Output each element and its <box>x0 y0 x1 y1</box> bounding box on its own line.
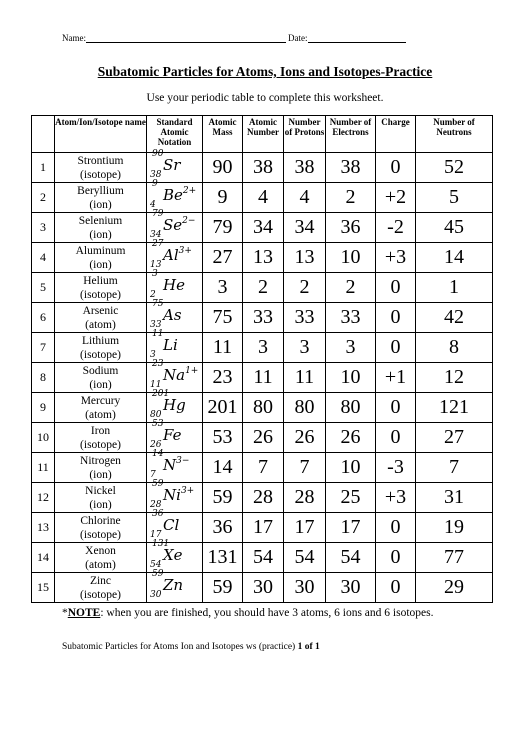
notation-symbol-group <box>163 456 189 474</box>
notation-charge: 2+ <box>182 186 197 196</box>
notation-cell <box>147 479 203 513</box>
atomic-mass-cell: 75 <box>203 303 243 333</box>
notation-symbol: N <box>163 456 177 474</box>
atomic-notation <box>147 299 202 332</box>
neutrons-cell: 1 <box>416 273 493 303</box>
col-header-protons: Number of Protons <box>284 116 326 153</box>
notation-atomic-number: 33 <box>150 320 162 330</box>
particle-name: Selenium <box>78 214 123 227</box>
particle-type: (atom) <box>85 558 116 571</box>
charge-cell: -2 <box>376 213 416 243</box>
notation-cell <box>147 209 203 243</box>
notation-symbol-group <box>163 396 186 414</box>
particle-name-cell <box>55 423 147 453</box>
particle-name: Nickel <box>85 484 116 497</box>
particle-name-cell <box>55 543 147 573</box>
notation-symbol: Ni <box>163 486 181 504</box>
atomic-number-cell: 33 <box>243 303 284 333</box>
electrons-cell: 26 <box>326 423 376 453</box>
row-index: 5 <box>32 273 55 303</box>
notation-cell <box>147 569 203 603</box>
protons-cell: 34 <box>284 213 326 243</box>
table-row <box>32 423 493 453</box>
name-field[interactable] <box>86 33 286 43</box>
notation-cell <box>147 149 203 183</box>
atomic-number-cell: 26 <box>243 423 284 453</box>
notation-symbol: Fe <box>163 426 182 444</box>
notation-symbol-group <box>163 276 185 294</box>
particle-name: Beryllium <box>77 184 124 197</box>
col-header-index <box>32 116 55 153</box>
col-header-mass: Atomic Mass <box>203 116 243 153</box>
col-header-name: Atom/Ion/Isotope name <box>55 116 147 153</box>
atomic-number-cell: 38 <box>243 153 284 183</box>
notation-cell <box>147 509 203 543</box>
notation-mass-number: 131 <box>152 539 170 549</box>
notation-symbol: Zn <box>163 576 184 594</box>
row-index: 9 <box>32 393 55 423</box>
notation-symbol-group <box>163 516 179 534</box>
notation-symbol: Cl <box>163 516 180 534</box>
atomic-mass-cell: 79 <box>203 213 243 243</box>
notation-cell <box>147 389 203 423</box>
electrons-cell: 25 <box>326 483 376 513</box>
notation-atomic-number: 54 <box>150 560 162 570</box>
atomic-number-cell: 11 <box>243 363 284 393</box>
particle-name-cell <box>55 303 147 333</box>
name-date-line <box>62 33 406 43</box>
charge-cell: 0 <box>376 303 416 333</box>
neutrons-cell: 77 <box>416 543 493 573</box>
notation-mass-number: 23 <box>152 359 164 369</box>
particle-name-cell <box>55 573 147 603</box>
notation-symbol-group <box>163 336 178 354</box>
protons-cell: 2 <box>284 273 326 303</box>
particle-type: (isotope) <box>80 288 121 301</box>
particle-name-cell <box>55 153 147 183</box>
charge-cell: 0 <box>376 333 416 363</box>
charge-cell: -3 <box>376 453 416 483</box>
notation-atomic-number: 13 <box>150 260 162 270</box>
row-index: 15 <box>32 573 55 603</box>
notation-cell <box>147 239 203 273</box>
particle-type: (isotope) <box>80 528 121 541</box>
charge-cell: +2 <box>376 183 416 213</box>
electrons-cell: 3 <box>326 333 376 363</box>
particle-type: (ion) <box>89 378 112 391</box>
notation-symbol-group <box>163 186 196 204</box>
electrons-cell: 17 <box>326 513 376 543</box>
atomic-notation <box>147 269 202 302</box>
row-index: 12 <box>32 483 55 513</box>
atomic-mass-cell: 14 <box>203 453 243 483</box>
neutrons-cell: 19 <box>416 513 493 543</box>
charge-cell: 0 <box>376 393 416 423</box>
particle-name: Iron <box>90 424 111 437</box>
table-row <box>32 333 493 363</box>
protons-cell: 4 <box>284 183 326 213</box>
table-row <box>32 213 493 243</box>
row-index: 10 <box>32 423 55 453</box>
note-text: : when you are finished, you should have 3 atoms, 6 ions and 6 isotopes. <box>100 607 434 619</box>
col-header-atomic-number: Atomic Number <box>243 116 284 153</box>
atomic-mass-cell: 53 <box>203 423 243 453</box>
particle-name-cell <box>55 333 147 363</box>
notation-atomic-number: 3 <box>150 350 156 360</box>
notation-mass-number: 11 <box>152 329 164 339</box>
charge-cell: 0 <box>376 573 416 603</box>
particle-name-cell <box>55 183 147 213</box>
neutrons-cell: 8 <box>416 333 493 363</box>
atomic-notation <box>147 479 202 512</box>
neutrons-cell: 5 <box>416 183 493 213</box>
notation-symbol: Se <box>163 216 183 234</box>
atomic-mass-cell: 59 <box>203 483 243 513</box>
atomic-mass-cell: 11 <box>203 333 243 363</box>
table-row <box>32 183 493 213</box>
notation-atomic-number: 17 <box>150 530 162 540</box>
row-index: 2 <box>32 183 55 213</box>
note <box>62 607 433 619</box>
electrons-cell: 10 <box>326 243 376 273</box>
notation-atomic-number: 2 <box>150 290 156 300</box>
notation-atomic-number: 28 <box>150 500 162 510</box>
name-label: Name: <box>62 33 86 43</box>
particle-type: (atom) <box>85 318 116 331</box>
notation-atomic-number: 34 <box>150 230 162 240</box>
table-row <box>32 483 493 513</box>
atomic-number-cell: 17 <box>243 513 284 543</box>
electrons-cell: 2 <box>326 183 376 213</box>
table-row <box>32 543 493 573</box>
particle-type: (ion) <box>89 228 112 241</box>
atomic-number-cell: 2 <box>243 273 284 303</box>
notation-mass-number: 36 <box>152 509 164 519</box>
row-index: 8 <box>32 363 55 393</box>
notation-charge: 3+ <box>178 246 192 256</box>
atomic-notation <box>147 359 202 392</box>
protons-cell: 17 <box>284 513 326 543</box>
neutrons-cell: 31 <box>416 483 493 513</box>
notation-cell <box>147 179 203 213</box>
charge-cell: 0 <box>376 543 416 573</box>
atomic-notation <box>147 509 202 542</box>
notation-symbol: Al <box>163 246 179 264</box>
footer-page: 1 of 1 <box>297 642 320 652</box>
atomic-mass-cell: 9 <box>203 183 243 213</box>
notation-symbol: Na <box>163 366 186 384</box>
notation-atomic-number: 26 <box>150 440 162 450</box>
particle-type: (ion) <box>89 258 112 271</box>
footer <box>62 642 320 652</box>
header-row <box>32 116 493 153</box>
col-header-neutrons: Number of Neutrons <box>416 116 493 153</box>
date-label: Date: <box>288 33 308 43</box>
particle-name: Aluminum <box>75 244 126 257</box>
atomic-mass-cell: 36 <box>203 513 243 543</box>
notation-symbol: Xe <box>163 546 183 564</box>
atomic-number-cell: 30 <box>243 573 284 603</box>
atomic-mass-cell: 90 <box>203 153 243 183</box>
particle-name: Lithium <box>81 334 120 347</box>
notation-symbol: Li <box>163 336 178 354</box>
row-index: 13 <box>32 513 55 543</box>
notation-mass-number: 14 <box>152 449 164 459</box>
table-row <box>32 393 493 423</box>
atomic-mass-cell: 201 <box>203 393 243 423</box>
row-index: 7 <box>32 333 55 363</box>
particle-name-cell <box>55 513 147 543</box>
notation-symbol-group <box>163 216 195 234</box>
electrons-cell: 54 <box>326 543 376 573</box>
notation-symbol: Sr <box>163 156 181 174</box>
table-row <box>32 273 493 303</box>
atomic-number-cell: 4 <box>243 183 284 213</box>
particle-name-cell <box>55 483 147 513</box>
atomic-number-cell: 34 <box>243 213 284 243</box>
notation-symbol-group <box>163 546 183 564</box>
atomic-mass-cell: 27 <box>203 243 243 273</box>
table-row <box>32 153 493 183</box>
neutrons-cell: 52 <box>416 153 493 183</box>
atomic-notation <box>147 149 202 182</box>
notation-cell <box>147 329 203 363</box>
electrons-cell: 38 <box>326 153 376 183</box>
notation-charge: 3+ <box>180 486 195 496</box>
protons-cell: 30 <box>284 573 326 603</box>
row-index: 11 <box>32 453 55 483</box>
particle-type: (atom) <box>85 408 116 421</box>
particle-name: Helium <box>83 274 118 287</box>
particle-type: (ion) <box>89 198 112 211</box>
particle-name: Strontium <box>77 154 124 167</box>
particle-name-cell <box>55 243 147 273</box>
electrons-cell: 36 <box>326 213 376 243</box>
particle-name: Xenon <box>85 544 116 557</box>
table-row <box>32 453 493 483</box>
page-title: Subatomic Particles for Atoms, Ions and Isotopes-Practice <box>97 64 433 79</box>
table-row <box>32 513 493 543</box>
particle-name-cell <box>55 213 147 243</box>
charge-cell: 0 <box>376 423 416 453</box>
protons-cell: 26 <box>284 423 326 453</box>
notation-mass-number: 59 <box>152 569 164 579</box>
atomic-mass-cell: 23 <box>203 363 243 393</box>
notation-cell <box>147 359 203 393</box>
particle-type: (ion) <box>89 468 112 481</box>
notation-atomic-number: 80 <box>150 410 162 420</box>
atomic-notation <box>147 389 202 422</box>
atomic-mass-cell: 131 <box>203 543 243 573</box>
atomic-notation <box>147 539 202 572</box>
protons-cell: 54 <box>284 543 326 573</box>
row-index: 3 <box>32 213 55 243</box>
atomic-notation <box>147 449 202 482</box>
charge-cell: 0 <box>376 513 416 543</box>
particle-type: (isotope) <box>80 348 121 361</box>
charge-cell: +3 <box>376 483 416 513</box>
protons-cell: 38 <box>284 153 326 183</box>
charge-cell: +3 <box>376 243 416 273</box>
particle-type: (isotope) <box>80 438 121 451</box>
protons-cell: 28 <box>284 483 326 513</box>
notation-mass-number: 27 <box>152 239 164 249</box>
neutrons-cell: 45 <box>416 213 493 243</box>
atomic-number-cell: 7 <box>243 453 284 483</box>
notation-cell <box>147 299 203 333</box>
charge-cell: 0 <box>376 273 416 303</box>
particle-name-cell <box>55 273 147 303</box>
particle-type: (isotope) <box>80 168 121 181</box>
col-header-charge: Charge <box>376 116 416 153</box>
atomic-number-cell: 13 <box>243 243 284 273</box>
notation-symbol-group <box>163 576 183 594</box>
notation-symbol-group <box>163 426 181 444</box>
protons-cell: 80 <box>284 393 326 423</box>
atomic-notation <box>147 209 202 242</box>
row-index: 1 <box>32 153 55 183</box>
particle-type: (isotope) <box>80 588 121 601</box>
neutrons-cell: 12 <box>416 363 493 393</box>
electrons-cell: 30 <box>326 573 376 603</box>
notation-cell <box>147 269 203 303</box>
atomic-notation <box>147 329 202 362</box>
neutrons-cell: 7 <box>416 453 493 483</box>
notation-symbol: As <box>163 306 182 324</box>
protons-cell: 3 <box>284 333 326 363</box>
atomic-notation <box>147 239 202 272</box>
electrons-cell: 10 <box>326 453 376 483</box>
note-label: NOTE <box>67 607 101 619</box>
table-row <box>32 363 493 393</box>
electrons-cell: 10 <box>326 363 376 393</box>
table-row <box>32 243 493 273</box>
neutrons-cell: 29 <box>416 573 493 603</box>
atomic-notation <box>147 569 202 602</box>
atomic-notation <box>147 419 202 452</box>
protons-cell: 7 <box>284 453 326 483</box>
particle-name: Zinc <box>89 574 112 587</box>
protons-cell: 11 <box>284 363 326 393</box>
notation-atomic-number: 11 <box>150 380 162 390</box>
row-index: 4 <box>32 243 55 273</box>
notation-symbol: Be <box>163 186 183 204</box>
atomic-number-cell: 3 <box>243 333 284 363</box>
col-header-notation: Standard Atomic Notation <box>147 116 203 153</box>
notation-mass-number: 53 <box>152 419 164 429</box>
notation-charge: 2− <box>182 216 196 226</box>
notation-mass-number: 90 <box>152 149 164 159</box>
notation-cell <box>147 449 203 483</box>
notation-mass-number: 201 <box>152 389 170 399</box>
particle-name-cell <box>55 393 147 423</box>
protons-cell: 33 <box>284 303 326 333</box>
notation-atomic-number: 7 <box>150 470 156 480</box>
particle-name: Mercury <box>80 394 121 407</box>
neutrons-cell: 121 <box>416 393 493 423</box>
notation-symbol-group <box>163 156 180 174</box>
electrons-cell: 2 <box>326 273 376 303</box>
notation-symbol-group <box>163 246 192 264</box>
row-index: 6 <box>32 303 55 333</box>
neutrons-cell: 42 <box>416 303 493 333</box>
col-header-electrons: Number of Electrons <box>326 116 376 153</box>
electrons-cell: 80 <box>326 393 376 423</box>
notation-symbol-group <box>163 486 194 504</box>
electrons-cell: 33 <box>326 303 376 333</box>
worksheet-table <box>31 115 493 603</box>
particle-name: Sodium <box>82 364 119 377</box>
note-prefix: * <box>62 607 68 619</box>
notation-charge: 3− <box>176 456 190 466</box>
date-field[interactable] <box>308 33 406 43</box>
notation-mass-number: 75 <box>152 299 164 309</box>
notation-atomic-number: 30 <box>150 590 162 600</box>
atomic-mass-cell: 59 <box>203 573 243 603</box>
charge-cell: 0 <box>376 153 416 183</box>
notation-mass-number: 79 <box>152 209 164 219</box>
row-index: 14 <box>32 543 55 573</box>
notation-atomic-number: 38 <box>150 170 162 180</box>
notation-mass-number: 9 <box>152 179 158 189</box>
particle-name-cell <box>55 453 147 483</box>
notation-symbol-group <box>163 306 182 324</box>
notation-cell <box>147 419 203 453</box>
notation-symbol: He <box>163 276 185 294</box>
footer-text: Subatomic Particles for Atoms Ion and Isotopes ws (practice) <box>62 642 296 652</box>
table-row <box>32 573 493 603</box>
page-subtitle: Use your periodic table to complete this worksheet. <box>146 92 384 104</box>
atomic-number-cell: 54 <box>243 543 284 573</box>
neutrons-cell: 14 <box>416 243 493 273</box>
protons-cell: 13 <box>284 243 326 273</box>
notation-charge: 1+ <box>185 366 199 376</box>
particle-name: Chlorine <box>80 514 121 527</box>
notation-atomic-number: 4 <box>150 200 156 210</box>
notation-symbol: Hg <box>163 396 186 414</box>
particle-name: Arsenic <box>82 304 119 317</box>
particle-name: Nitrogen <box>80 454 121 467</box>
notation-mass-number: 3 <box>152 269 158 279</box>
atomic-number-cell: 80 <box>243 393 284 423</box>
notation-cell <box>147 539 203 573</box>
notation-symbol-group <box>163 366 198 384</box>
notation-mass-number: 59 <box>152 479 164 489</box>
atomic-number-cell: 28 <box>243 483 284 513</box>
atomic-mass-cell: 3 <box>203 273 243 303</box>
table-row <box>32 303 493 333</box>
particle-type: (ion) <box>89 498 112 511</box>
neutrons-cell: 27 <box>416 423 493 453</box>
particle-name-cell <box>55 363 147 393</box>
atomic-notation <box>147 179 202 212</box>
charge-cell: +1 <box>376 363 416 393</box>
